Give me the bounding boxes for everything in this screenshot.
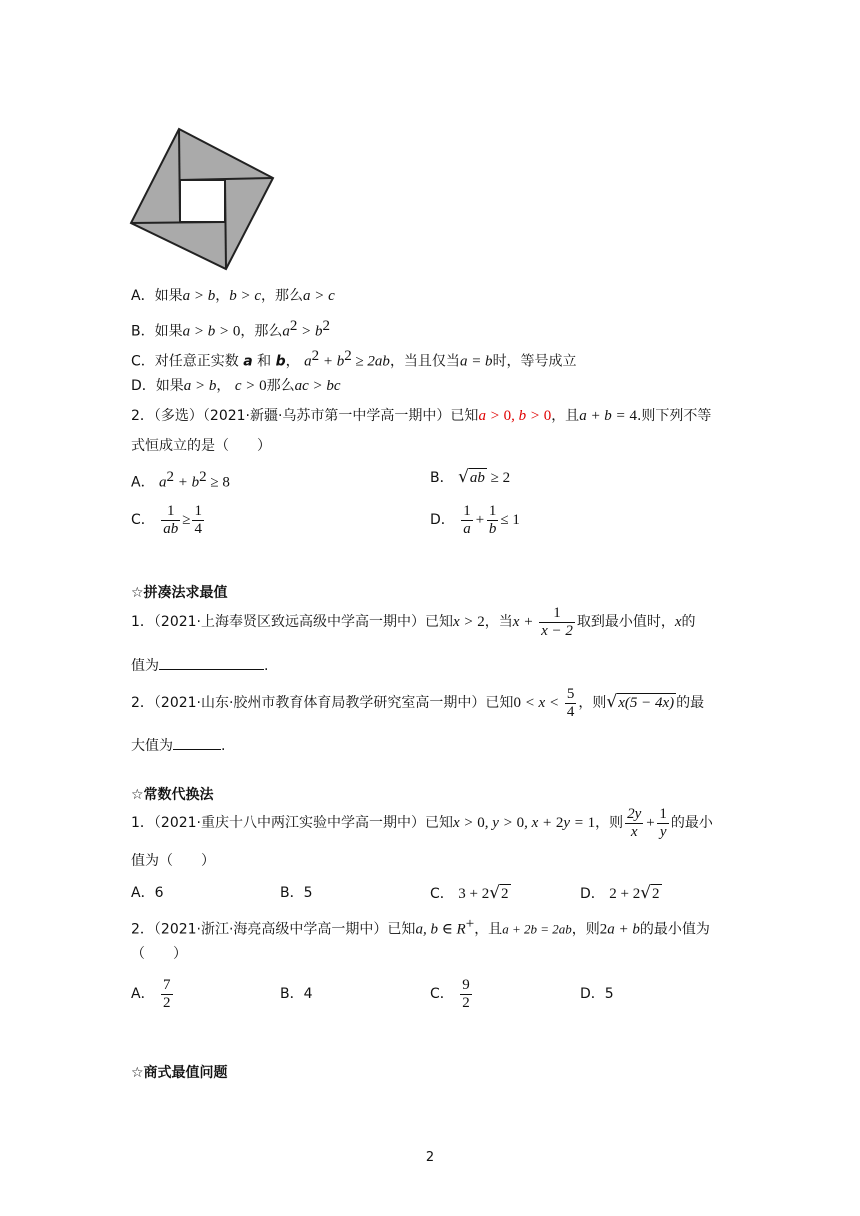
pinwheel-square-icon bbox=[128, 126, 276, 272]
s1-q2-stem: 2．（2021·山东·胶州市教育体育局教学研究室高一期中）已知0 < x < $\frac{5}{4}$ ，则√x(5 − 4x) 的最 bbox=[131, 685, 705, 720]
section-title-shangshi: ☆商式最值问题 bbox=[131, 1065, 228, 1081]
page-number: 2 bbox=[425, 1150, 435, 1165]
s2-q1-line2: 值为（ ） bbox=[131, 853, 215, 869]
s2-q2-option-b: B．4 bbox=[280, 986, 313, 1002]
s1-q2-line2: 大值为 . bbox=[131, 733, 225, 756]
s2-q1-stem: 1．（2021·重庆十八中两江实验中学高一期中）已知x > 0, y > 0, x + 2y = 1，则 $\frac{2y}{x}$ + $\frac{1}{y}$ 的最小 bbox=[131, 805, 713, 840]
section-title-changshu: ☆常数代换法 bbox=[131, 787, 214, 803]
s2-q1-option-d: D． 2 + 2√2 bbox=[580, 883, 660, 903]
s1-q1-line2: 值为 . bbox=[131, 653, 268, 676]
answer-blank[interactable] bbox=[173, 733, 221, 750]
s2-q1-option-a: A．6 bbox=[131, 885, 164, 901]
q2-option-c: C． $\frac{1}{ab}$ ≥ $\frac{1}{4}$ bbox=[131, 502, 202, 537]
q2-option-d: D． $\frac{1}{a}$ + $\frac{1}{b}$ ≤ 1 bbox=[430, 502, 520, 537]
q2-option-a: A． $a^2 + b^2 \ge 8$ bbox=[131, 469, 230, 491]
s2-q2-option-d: D．5 bbox=[580, 986, 614, 1002]
q2-multi-stem: 2．（多选）（2021·新疆·乌苏市第一中学高一期中）已知a > 0, b > 0，且a + b = 4.则下列不等 bbox=[131, 408, 712, 424]
option-a: A．如果a > b，b > c，那么a > c bbox=[131, 288, 335, 304]
section-title-pincou: ☆拼凑法求最值 bbox=[131, 585, 228, 601]
s2-q1-option-c: C． 3 + 2√2 bbox=[430, 883, 509, 903]
q2-multi-stem-line2: 式恒成立的是（ ） bbox=[131, 438, 271, 454]
s2-q2-option-a: A． $\frac{7}{2}$ bbox=[131, 976, 171, 1011]
option-d: D．如果a > b， c > 0那么ac > bc bbox=[131, 378, 341, 394]
s2-q2-option-c: C． $\frac{9}{2}$ bbox=[430, 976, 470, 1011]
q2-option-b: B． √ab ≥ 2 bbox=[430, 467, 511, 487]
option-b: B．如果a > b > 0，那么$a^2 > b^2$ bbox=[131, 318, 330, 340]
answer-blank[interactable] bbox=[159, 653, 264, 670]
s2-q2-stem: 2．（2021·浙江·海亮高级中学高一期中）已知a, b ∈ R+，且a + 2b = 2ab，则2a + b的最小值为 bbox=[131, 916, 710, 938]
option-c: C．对任意正实数 a 和 b， $a^2 + b^2 \ge 2ab$，当且仅当a = b时，等号成立 bbox=[131, 348, 577, 370]
s1-q1-stem: 1．（2021·上海奉贤区致远高级中学高一期中）已知x > 2，当x + $\frac{1}{x - 2}$ 取到最小值时，x的 bbox=[131, 604, 696, 639]
figure-pinwheel bbox=[128, 126, 276, 272]
s2-q1-option-b: B．5 bbox=[280, 885, 313, 901]
s2-q2-line2: （ ） bbox=[131, 946, 187, 962]
